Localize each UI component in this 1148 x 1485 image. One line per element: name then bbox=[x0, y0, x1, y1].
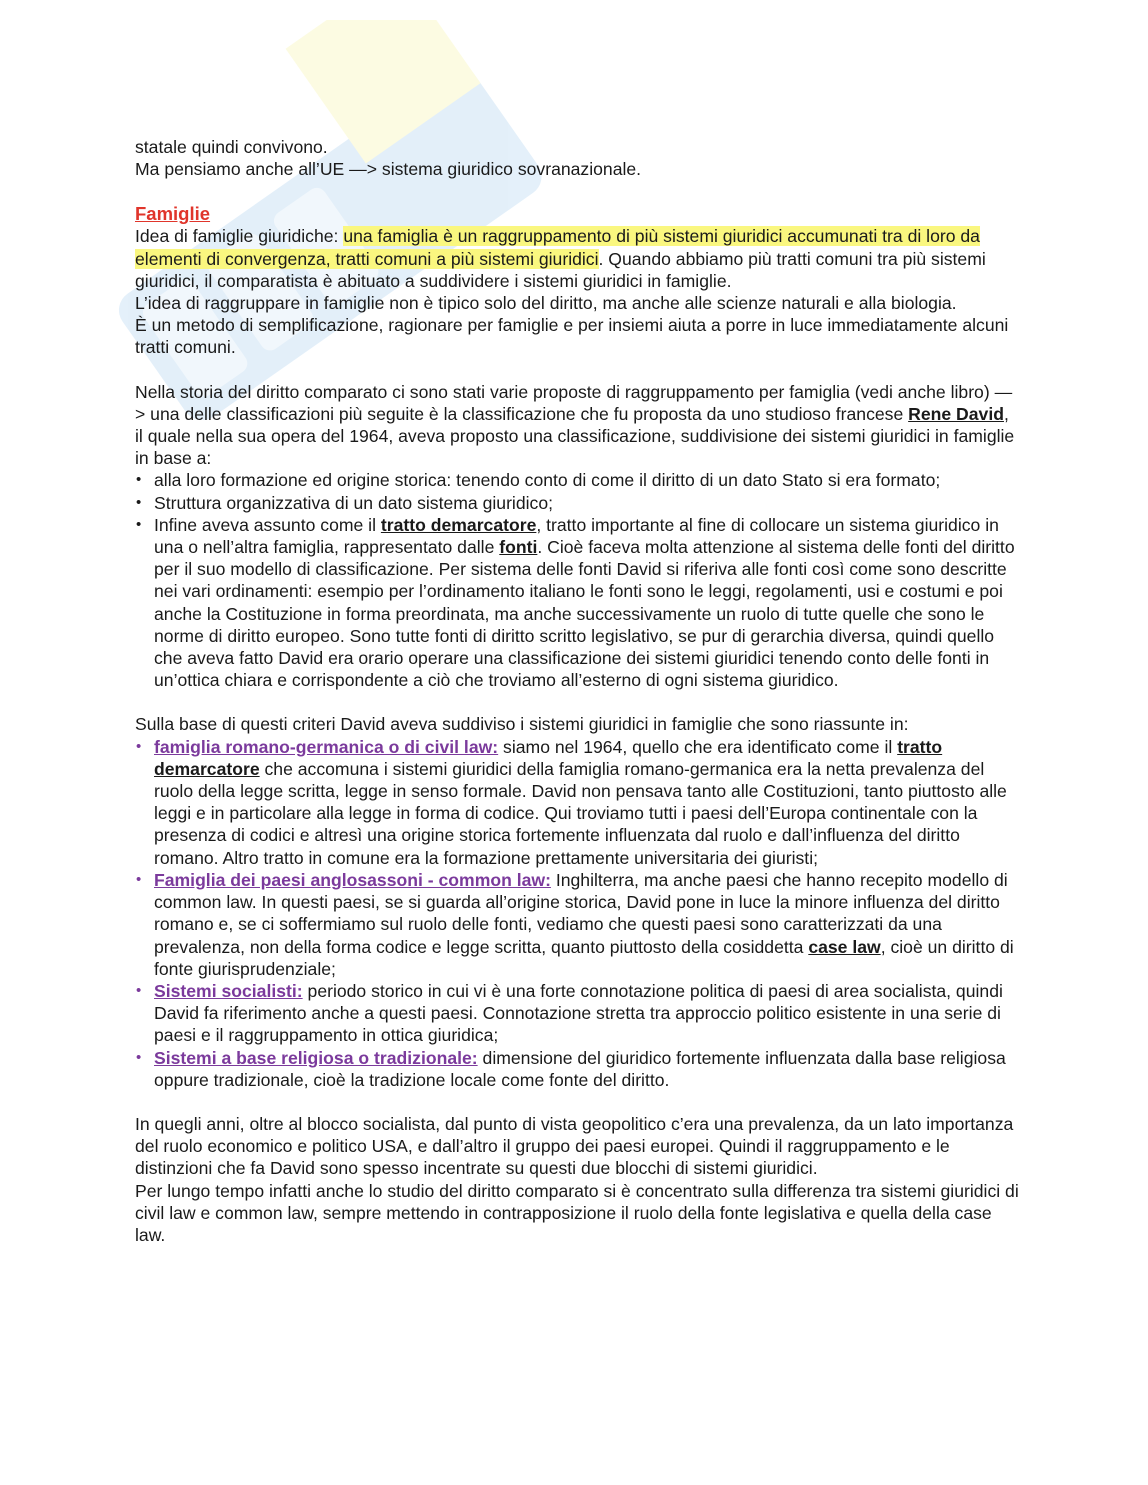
bullet-icon: • bbox=[136, 981, 142, 999]
highlighted-definition: una famiglia è un raggruppamento di più sistemi giuridici accumunati tra di loro da elementi di convergenza, tratti comuni a più sistemi giuridici bbox=[135, 226, 980, 269]
document-page bbox=[135, 136, 1020, 1246]
storia-text: Nella storia del diritto comparato ci sono stati varie proposte di raggruppamento per famiglia (vedi anche libro) —> una delle classificazioni più seguite è la classificazione che fu proposta da uno studioso francese bbox=[135, 381, 1013, 424]
fonti-term: fonti bbox=[499, 537, 538, 558]
criteria-list bbox=[135, 469, 1020, 691]
case-law-term: case law bbox=[808, 936, 881, 957]
list-item bbox=[135, 980, 1020, 1047]
family-4-text: dimensione del giuridico fortemente influenzata dalla base religiosa oppure tradizionale, cioè la tradizione locale come fonte del diritto. bbox=[154, 1047, 1006, 1090]
closing-paragraph-1: In quegli anni, oltre al blocco socialista, dal punto di vista geopolitico c’era una prevalenza, da un lato importanza del ruolo economico e politico USA, e dall’altro il gruppo dei paesi europei. Quindi il raggruppamento e le distinzioni che fa David sono spesso incentrate su questi due blocchi di sistemi giuridici. bbox=[135, 1113, 1014, 1179]
family-title-socialisti: Sistemi socialisti: bbox=[154, 980, 303, 1001]
famiglie-paragraph-2: L’idea di raggruppare in famiglie non è tipico solo del diritto, ma anche alle scienze naturali e alla biologia. bbox=[135, 293, 957, 314]
family-3-text: periodo storico in cui vi è una forte connotazione politica di paesi di area socialista, quindi David fa riferimento anche a questi paesi. Connotazione stretta tra approccio politico esistente in una serie di paesi e il raggruppamento in ottica giuridica; bbox=[154, 980, 1003, 1046]
famiglie-paragraph-1 bbox=[135, 225, 1020, 292]
storia-continuation: , il quale nella sua opera del 1964, aveva proposto una classificazione, suddivisione dei sistemi giuridici in famiglie in base a: bbox=[135, 403, 1015, 469]
criterion-1-text: alla loro formazione ed origine storica: tenendo conto di come il diritto di un dato Stato si era formato; bbox=[154, 470, 941, 491]
family-title-common-law: Famiglia dei paesi anglosassoni - common law: bbox=[154, 869, 551, 890]
famiglie-paragraph-3: È un metodo di semplificazione, ragionare per famiglie e per insiemi aiuta a porre in luce immediatamente alcuni tratti comuni. bbox=[135, 315, 1009, 358]
bullet-icon: • bbox=[136, 471, 142, 489]
family-1-text: siamo nel 1964, quello che era identificato come il bbox=[498, 736, 898, 757]
closing-paragraph-2: Per lungo tempo infatti anche lo studio del diritto comparato si è concentrato sulla differenza tra sistemi giuridici di civil law e common law, sempre mettendo in contrapposizione il ruolo della fonte legislativa e quella della case law. bbox=[135, 1180, 1019, 1245]
intro-line-1: statale quindi convivono. bbox=[135, 137, 328, 157]
list-item bbox=[135, 869, 1020, 980]
base-intro: Sulla base di questi criteri David aveva suddiviso i sistemi giuridici in famiglie che sono riassunte in: bbox=[135, 714, 909, 735]
list-item bbox=[135, 736, 1020, 869]
list-item bbox=[135, 514, 1020, 692]
storia-paragraph bbox=[135, 381, 1020, 470]
family-2-text: Inghilterra, ma anche paesi che hanno recepito modello di common law. In questi paesi, se si guarda all’origine storica, David pone in luce la minore influenza del diritto romano e, se ci soffermiamo sul ruolo delle fonti, vediamo che questi paesi sono caratterizzati da una prevalenza, non della forma codice e legge scritta, quanto piuttosto della cosiddetta bbox=[154, 869, 1008, 957]
bullet-icon: • bbox=[136, 515, 142, 533]
famiglie-p1-text: Idea di famiglie giuridiche: bbox=[135, 226, 344, 247]
family-title-religiosa: Sistemi a base religiosa o tradizionale: bbox=[154, 1047, 478, 1068]
tratto-demarcatore-term: tratto demarcatore bbox=[154, 736, 943, 779]
bullet-icon: • bbox=[136, 737, 142, 755]
list-item bbox=[135, 469, 1020, 491]
criterion-3-text-b: , tratto importante al fine di collocare un sistema giuridico in una o nell’altra famiglia, rappresentato dalle bbox=[154, 514, 999, 558]
families-list bbox=[135, 736, 1020, 1091]
section-heading-famiglie: Famiglie bbox=[135, 203, 211, 225]
bullet-icon: • bbox=[136, 1048, 142, 1066]
family-title-civil-law: famiglia romano-germanica o di civil law: bbox=[154, 736, 499, 757]
family-2-text-b: , cioè un diritto di fonte giurisprudenziale; bbox=[154, 936, 1014, 979]
list-item bbox=[135, 492, 1020, 514]
criterion-3-text-c: . Cioè faceva molta attenzione al sistema delle fonti del diritto per il suo modello di classificazione. Per sistema delle fonti David si riferiva alle fonti così come sono descritte nei vari ordinamenti: esempio per l’ordinamento italiano le fonti sono le leggi, regolamenti, usi e costumi e poi anche la Costituzione in forma preordinata, ma anche successivamente un ruolo di tutte quelle che sono le norme di diritto europeo. Sono tutte fonti di diritto scritto legislativo, se pur di gerarchia diversa, quindi quello che aveva fatto David era orario operare una classificazione dei sistemi giuridici tenendo conto delle fonti in un’ottica chiara e corrispondente a ciò che troviamo all’esterno di ogni sistema giuridico. bbox=[154, 537, 1015, 691]
famiglie-p1-continuation: . Quando abbiamo più tratti comuni tra più sistemi giuridici, il comparatista è abituato a suddividere i sistemi giuridici in famiglie. bbox=[135, 248, 986, 291]
bullet-icon: • bbox=[136, 870, 142, 888]
intro-line-2: Ma pensiamo anche all’UE —> sistema giuridico sovranazionale. bbox=[135, 159, 642, 180]
rene-david-name: Rene David bbox=[908, 403, 1004, 424]
criterion-3-text: Infine aveva assunto come il bbox=[154, 514, 381, 535]
tratto-demarcatore-term: tratto demarcatore bbox=[380, 514, 537, 535]
list-item bbox=[135, 1047, 1020, 1091]
family-1-text-b: che accomuna i sistemi giuridici della famiglia romano-germanica era la netta prevalenza del ruolo della legge scritta, legge in senso formale. David non pensava tanto alle Costituzioni, tanto piuttosto alle leggi e in particolare alla legge in forma di codice. Qui troviamo tutti i paesi dell’Europa continentale con la presenza di codici e altresì una origine storica fortemente influenzata dal ruolo e dall’influenza del diritto romano. Altro tratto in comune era la formazione prettamente universitaria dei giuristi; bbox=[154, 758, 1007, 868]
criterion-2-text: Struttura organizzativa di un dato sistema giuridico; bbox=[154, 492, 553, 513]
bullet-icon: • bbox=[136, 493, 142, 511]
